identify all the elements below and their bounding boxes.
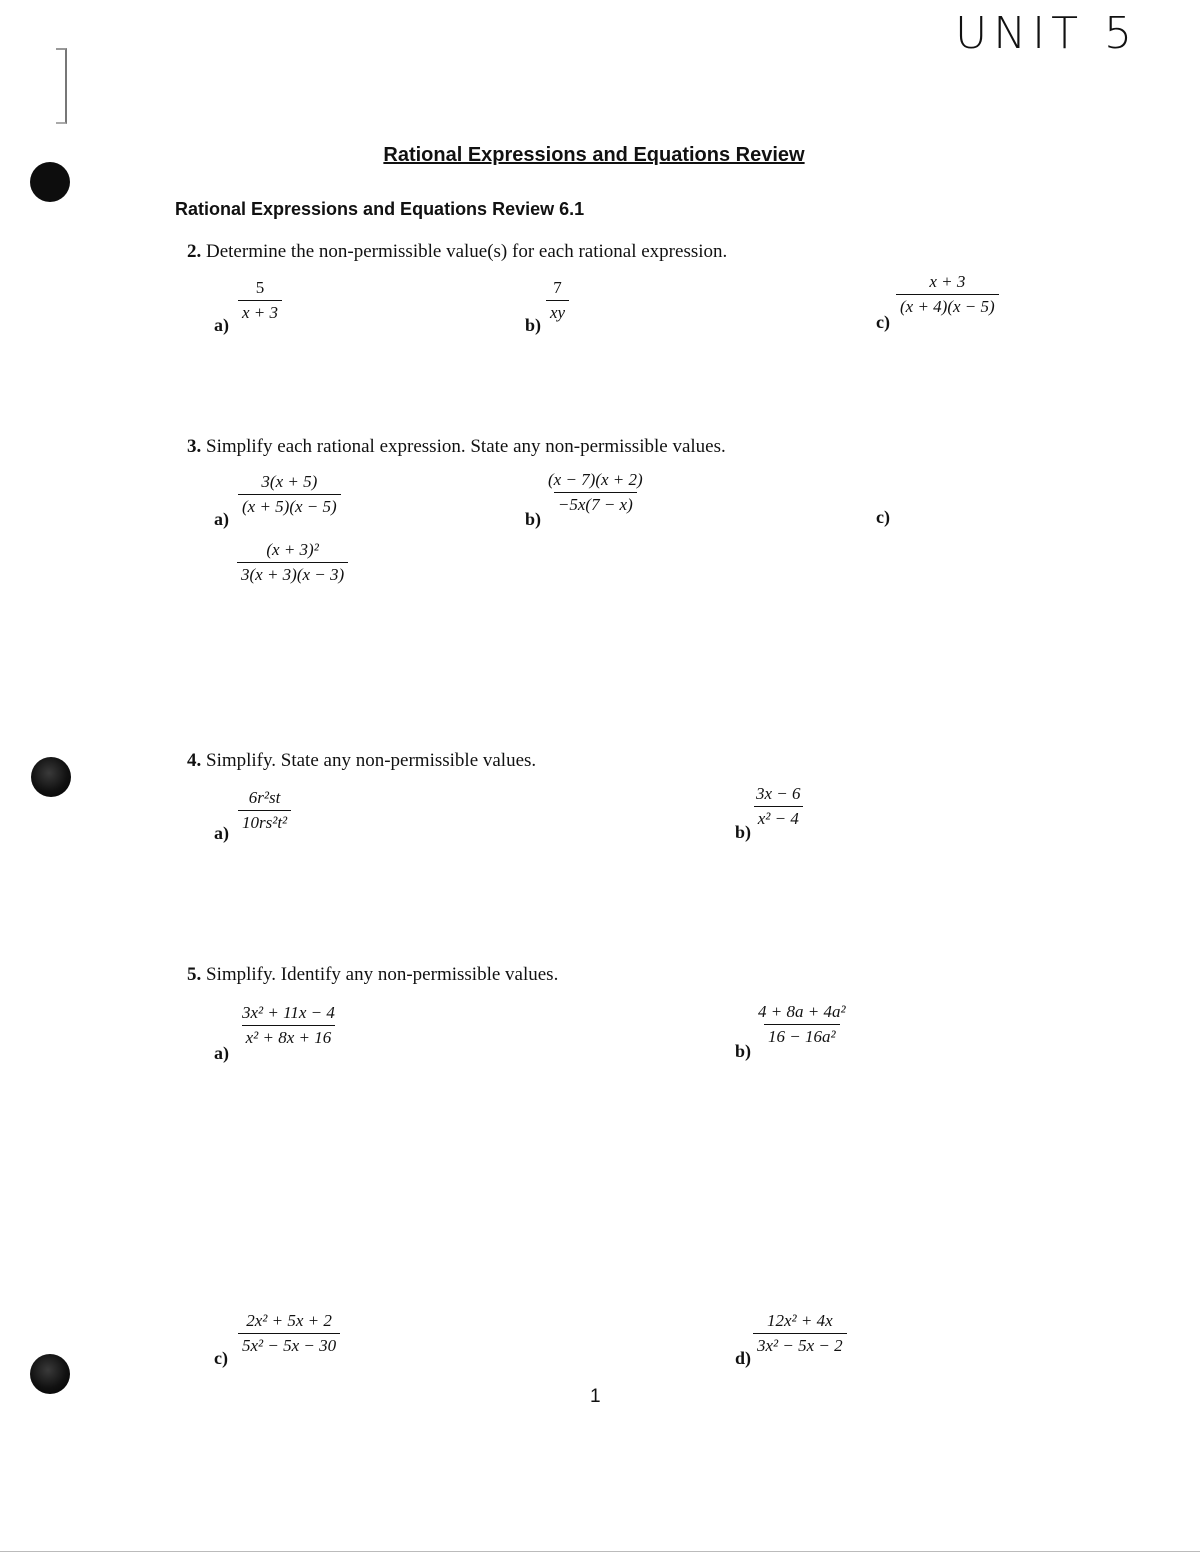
- question-5: [187, 964, 558, 986]
- numerator: (x − 7)(x + 2): [548, 470, 643, 489]
- q3-a-fraction: [238, 472, 341, 518]
- q2-a-label: a): [214, 315, 229, 335]
- denominator: x + 3: [238, 300, 282, 323]
- q2-b-fraction: [546, 278, 569, 324]
- numerator: (x + 3)²: [266, 540, 319, 559]
- q5-c-fraction: [238, 1311, 340, 1357]
- denominator: x² + 8x + 16: [242, 1025, 336, 1048]
- denominator: (x + 5)(x − 5): [238, 494, 341, 517]
- denominator: x² − 4: [754, 806, 803, 829]
- q3-a-label: a): [214, 509, 229, 529]
- question-number: 4.: [187, 750, 202, 771]
- punch-hole-bottom: [30, 1354, 70, 1394]
- q4-b-fraction: [752, 784, 805, 830]
- numerator: 7: [553, 278, 562, 297]
- q5-d-fraction: [753, 1311, 847, 1357]
- staple-mark: [56, 48, 67, 124]
- question-number: 5.: [187, 964, 202, 985]
- denominator: xy: [546, 300, 569, 323]
- numerator: 6r²st: [248, 788, 281, 807]
- q4-a-label: a): [214, 823, 229, 843]
- question-number: 2.: [187, 241, 202, 262]
- q3-b-fraction: [544, 470, 647, 516]
- numerator: 3x² + 11x − 4: [242, 1003, 335, 1022]
- denominator: 3(x + 3)(x − 3): [237, 562, 348, 585]
- q2-b-label: b): [525, 315, 542, 335]
- question-4: [187, 750, 536, 772]
- q2-a-fraction: [238, 278, 282, 324]
- q2-c-fraction: [896, 272, 999, 318]
- q5-c-label: c): [214, 1348, 228, 1368]
- numerator: x + 3: [929, 272, 966, 291]
- question-text: Simplify. State any non-permissible values.: [206, 750, 537, 771]
- question-number: 3.: [187, 436, 202, 457]
- numerator: 12x² + 4x: [766, 1311, 833, 1330]
- denominator: 5x² − 5x − 30: [238, 1333, 340, 1356]
- punch-hole-top: [30, 162, 70, 202]
- question-text: Simplify each rational expression. State any non-permissible values.: [206, 436, 726, 457]
- page-number: 1: [590, 1386, 601, 1407]
- numerator: 4 + 8a + 4a²: [758, 1002, 846, 1021]
- punch-hole-middle: [31, 757, 71, 797]
- denominator: 10rs²t²: [238, 810, 291, 833]
- q5-d-label: d): [735, 1348, 752, 1368]
- q4-b-label: b): [735, 822, 752, 842]
- scan-edge-line: [0, 1551, 1200, 1552]
- q3-c-label: c): [876, 507, 890, 527]
- q3-c-fraction: [237, 540, 348, 586]
- q5-b-label: b): [735, 1041, 752, 1061]
- question-text: Simplify. Identify any non-permissible values.: [206, 964, 559, 985]
- denominator: −5x(7 − x): [554, 492, 637, 515]
- question-text: Determine the non-permissible value(s) for each rational expression.: [206, 241, 728, 262]
- numerator: 3x − 6: [756, 784, 801, 803]
- denominator: (x + 4)(x − 5): [896, 294, 999, 317]
- section-heading: Rational Expressions and Equations Review 6.1: [175, 199, 585, 219]
- q5-a-label: a): [214, 1043, 229, 1063]
- q3-b-label: b): [525, 509, 542, 529]
- denominator: 3x² − 5x − 2: [753, 1333, 847, 1356]
- page-title: Rational Expressions and Equations Review: [383, 144, 805, 166]
- q4-a-fraction: [238, 788, 291, 834]
- numerator: 5: [255, 278, 265, 297]
- denominator: 16 − 16a²: [764, 1024, 840, 1047]
- numerator: 2x² + 5x + 2: [246, 1311, 332, 1330]
- question-3: [187, 436, 726, 458]
- q5-a-fraction: [238, 1003, 339, 1049]
- q5-b-fraction: [754, 1002, 850, 1048]
- numerator: 3(x + 5): [261, 472, 318, 491]
- handwritten-unit-label: UNIT 5: [955, 8, 1138, 59]
- question-2: [187, 241, 727, 263]
- q2-c-label: c): [876, 312, 890, 332]
